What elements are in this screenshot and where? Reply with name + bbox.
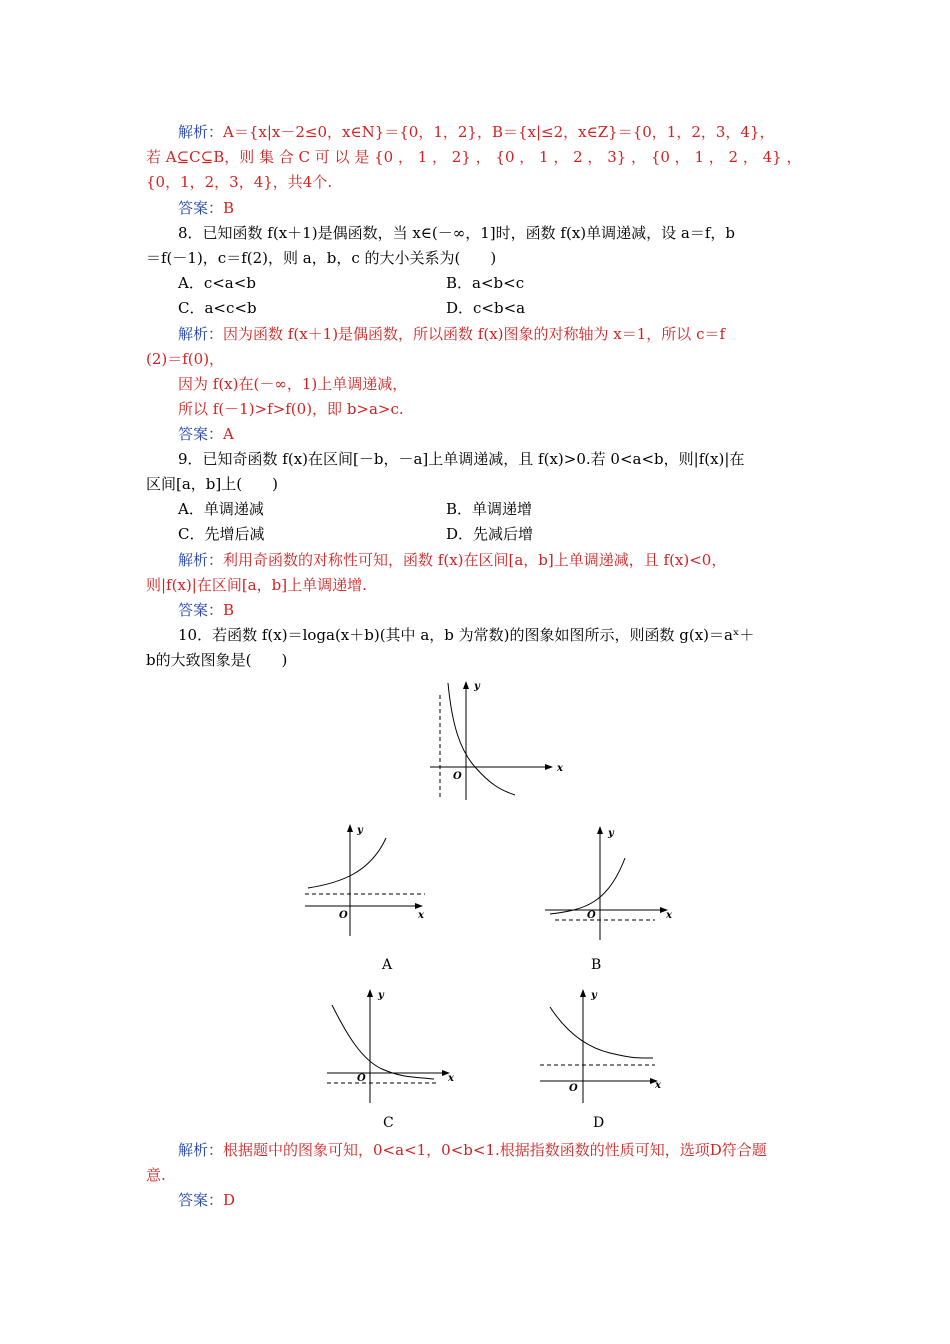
q10-analysis-text1: 根据题中的图象可知，0<a<1，0<b<1.根据指数函数的性质可知，选项D符合题	[223, 1141, 767, 1159]
q7-analysis-label: 解析：	[178, 123, 224, 141]
option-c-graph	[322, 985, 462, 1110]
q9-option-b: B．单调递增	[446, 500, 533, 518]
exp-curve	[550, 858, 625, 914]
option-d-caption: D	[593, 1115, 605, 1131]
option-a-caption: A	[382, 957, 393, 973]
q8-answer-label: 答案：	[178, 425, 224, 443]
q10-analysis-line2: 意.	[146, 1166, 166, 1184]
y-axis-arrow-icon	[463, 681, 469, 689]
x-axis-label: x	[557, 763, 563, 774]
q8-answer-value: A	[223, 425, 234, 443]
q7-answer-value: B	[223, 199, 235, 217]
q9-option-c: C．先增后减	[178, 525, 265, 543]
q9-answer	[178, 600, 234, 620]
x-axis-label: x	[448, 1073, 454, 1084]
option-d-graph	[535, 985, 675, 1110]
y-axis-arrow-icon	[580, 989, 586, 997]
q9-answer-value: B	[223, 601, 235, 619]
q8-analysis-line4: 所以 f(－1)>f>f(0)，即 b>a>c.	[178, 400, 404, 418]
q10-stem-line1: 10．若函数 f(x)＝loga(x＋b)(其中 a，b 为常数)的图象如图所示，则函数 g(x)＝aˣ＋	[178, 626, 755, 644]
y-axis-arrow-icon	[597, 826, 603, 834]
q7-analysis-line3: {0，1，2，3，4}，共4个.	[146, 173, 333, 191]
exp-curve	[308, 838, 386, 888]
q7-analysis-text1: A＝{x|x－2≤0，x∈N}＝{0，1，2}，B＝{x|≤2，x∈Z}＝{0，1，2，3，4}，	[223, 123, 775, 141]
q9-stem-line1: 9．已知奇函数 f(x)在区间[－b，－a]上单调递减，且 f(x)>0.若 0<a<b，则|f(x)|在	[178, 450, 745, 468]
q9-analysis-line2: 则|f(x)|在区间[a，b]上单调递增.	[146, 576, 367, 594]
q8-analysis-text1: 因为函数 f(x＋1)是偶函数，所以函数 f(x)图象的对称轴为 x＝1，所以 c＝f	[223, 325, 726, 343]
q8-option-a: A．c<a<b	[178, 274, 256, 292]
q10-answer-label: 答案：	[178, 1191, 224, 1209]
q9-stem-line2: 区间[a，b]上( )	[146, 475, 278, 493]
y-axis-label: y	[378, 990, 384, 1001]
q8-stem-line2: ＝f(－1)，c＝f(2)，则 a，b，c 的大小关系为( )	[146, 249, 497, 267]
x-axis-label: x	[418, 910, 424, 921]
q9-analysis-label: 解析：	[178, 551, 224, 569]
y-axis-arrow-icon	[347, 824, 353, 832]
exp-curve	[550, 1007, 653, 1058]
x-axis-arrow-icon	[415, 903, 423, 909]
q8-analysis-line1	[178, 324, 725, 344]
q8-stem-line1: 8．已知函数 f(x＋1)是偶函数，当 x∈(－∞，1]时，函数 f(x)单调递减，设 a＝f，b	[178, 224, 735, 242]
q8-analysis-label: 解析：	[178, 325, 224, 343]
option-b-caption: B	[591, 957, 602, 973]
y-axis-label: y	[608, 828, 614, 839]
x-axis-label: x	[666, 910, 672, 921]
q8-option-b: B．a<b<c	[446, 274, 525, 292]
origin-label: O	[569, 1083, 578, 1094]
q8-answer	[178, 424, 234, 444]
q7-analysis-line2: 若 A⊆C⊆B，则 集 合 C 可 以 是 {0 ， 1 ， 2} ， {0 ， 1 ， 2 ， 3} ， {0 ， 1 ， 2 ， 4} ，	[146, 148, 802, 166]
y-axis-label: y	[474, 681, 480, 692]
q10-answer	[178, 1190, 235, 1210]
option-c-caption: C	[383, 1115, 394, 1131]
x-axis-arrow-icon	[545, 764, 553, 770]
q9-analysis-text1: 利用奇函数的对称性可知，函数 f(x)在区间[a，b]上单调递减，且 f(x)<0，	[223, 551, 727, 569]
y-axis-label: y	[357, 825, 363, 836]
option-b-graph	[540, 818, 680, 943]
q7-answer	[178, 198, 234, 218]
q8-option-d: D．c<b<a	[446, 299, 526, 317]
x-axis-label: x	[655, 1080, 661, 1091]
q8-option-c: C．a<c<b	[178, 299, 257, 317]
q10-stem-line2: b的大致图象是( )	[146, 651, 288, 669]
q8-analysis-line2: (2)＝f(0)，	[146, 350, 225, 368]
q10-analysis-line1	[178, 1140, 767, 1160]
exp-curve	[332, 1005, 434, 1079]
origin-label: O	[357, 1073, 366, 1084]
q9-option-d: D．先减后增	[446, 525, 534, 543]
origin-label: O	[453, 771, 462, 782]
y-axis-arrow-icon	[367, 989, 373, 997]
y-axis-label: y	[591, 990, 597, 1001]
q10-analysis-label: 解析：	[178, 1141, 224, 1159]
q7-answer-label: 答案：	[178, 199, 224, 217]
origin-label: O	[339, 910, 348, 921]
q8-analysis-line3: 因为 f(x)在(－∞，1)上单调递减，	[178, 375, 408, 393]
q9-answer-label: 答案：	[178, 601, 224, 619]
q10-answer-value: D	[223, 1191, 236, 1209]
log-function-graph	[420, 675, 570, 805]
option-a-graph	[300, 818, 440, 943]
q7-analysis-line1	[178, 122, 775, 142]
q9-analysis-line1	[178, 550, 726, 570]
origin-label: O	[587, 910, 596, 921]
q9-option-a: A．单调递减	[178, 500, 264, 518]
